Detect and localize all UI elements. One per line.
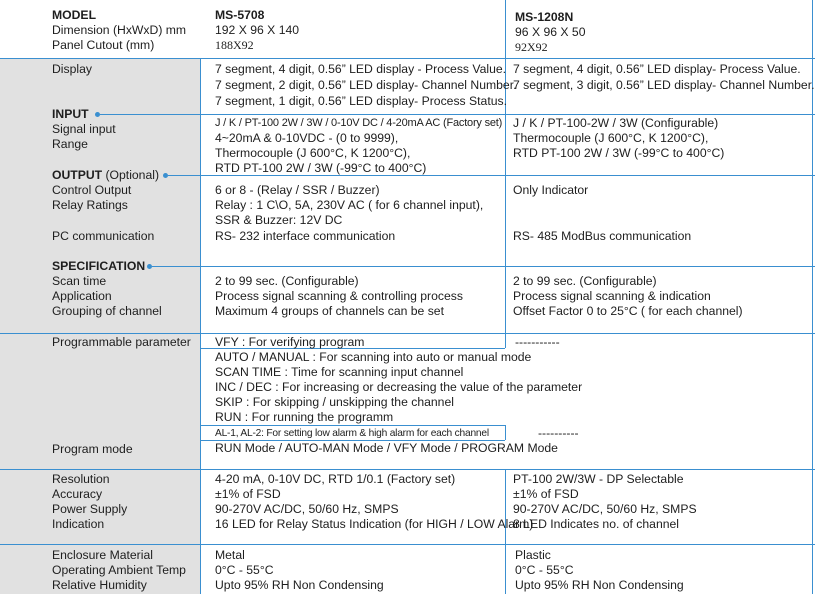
programmable-parameter-label: Programmable parameter <box>52 335 191 349</box>
parameter-item: INC / DEC : For increasing or decreasing the value of the parameter <box>215 380 583 394</box>
ms5708-control-output: 6 or 8 - (Relay / SSR / Buzzer) <box>215 183 380 197</box>
ms1208n-indication: 8 LED Indicates no. of channel <box>513 517 679 531</box>
ms5708-resolution: 4-20 mA, 0-10V DC, RTD 1/0.1 (Factory set) <box>215 472 456 486</box>
panel-cutout-label: Panel Cutout (mm) <box>52 38 155 52</box>
row-divider <box>0 333 815 334</box>
ms5708-accuracy: ±1% of FSD <box>215 487 281 501</box>
accuracy-label: Accuracy <box>52 487 103 501</box>
ms1208n-signal-input: J / K / PT-100-2W / 3W (Configurable) <box>513 116 719 130</box>
column-divider <box>200 58 201 594</box>
display-label: Display <box>52 62 92 76</box>
ms5708-ambient-temp: 0°C - 55°C <box>215 563 274 577</box>
grouping-label: Grouping of channel <box>52 304 162 318</box>
relative-humidity-label: Relative Humidity <box>52 578 147 592</box>
ms1208n-power-supply: 90-270V AC/DC, 50/60 Hz, SMPS <box>513 502 697 516</box>
row-divider <box>152 266 815 267</box>
ms1208n-enclosure: Plastic <box>515 548 551 562</box>
ms5708-scan-time: 2 to 99 sec. (Configurable) <box>215 274 359 288</box>
pc-communication-label: PC communication <box>52 229 155 243</box>
ms1208n-resolution: PT-100 2W/3W - DP Selectable <box>513 472 684 486</box>
connector-dot <box>147 264 152 269</box>
resolution-label: Resolution <box>52 472 110 486</box>
ms5708-range: 4~20mA & 0-10VDC - (0 to 9999), <box>215 131 399 145</box>
row-divider <box>0 58 815 59</box>
ms5708-panel-cutout: 188X92 <box>215 38 254 52</box>
ms5708-display-line: 7 segment, 1 digit, 0.56” LED display- Process Status. <box>215 94 507 108</box>
ms1208n-dimension: 96 X 96 X 50 <box>515 25 586 39</box>
model-label: MODEL <box>52 8 97 22</box>
ms1208n-vfy-dash: ----------- <box>515 335 560 349</box>
ms5708-pc-communication: RS- 232 interface communication <box>215 229 396 243</box>
dimension-label: Dimension (HxWxD) mm <box>52 23 187 37</box>
signal-input-label: Signal input <box>52 122 116 136</box>
parameter-item: AUTO / MANUAL : For scanning into auto or manual mode <box>215 350 532 364</box>
ms1208n-panel-cutout: 92X92 <box>515 40 548 54</box>
ms5708-signal-input: J / K / PT-100 2W / 3W / 0-10V DC / 4-20mA AC (Factory set) <box>215 117 503 129</box>
input-heading: INPUT <box>52 107 89 121</box>
ms1208n-display-line: 7 segment, 3 digit, 0.56” LED display- Channel Number. <box>513 78 815 92</box>
connector-dot <box>95 112 100 117</box>
row-divider <box>0 544 815 545</box>
ms5708-relay-ratings: SSR & Buzzer: 12V DC <box>215 213 343 227</box>
parameter-item: SCAN TIME : Time for scanning input channel <box>215 365 464 379</box>
ambient-temp-label: Operating Ambient Temp <box>52 563 186 577</box>
application-label: Application <box>52 289 112 303</box>
ms5708-power-supply: 90-270V AC/DC, 50/60 Hz, SMPS <box>215 502 399 516</box>
ms5708-grouping: Maximum 4 groups of channels can be set <box>215 304 444 318</box>
relay-ratings-label: Relay Ratings <box>52 198 128 212</box>
program-mode-label: Program mode <box>52 442 133 456</box>
ms1208n-range: Thermocouple (J 600°C, K 1200°C), <box>513 131 709 145</box>
indication-label: Indication <box>52 517 105 531</box>
vfy-parameter: VFY : For verifying program <box>215 335 365 349</box>
ms1208n-offset-factor: Offset Factor 0 to 25°C ( for each channel) <box>513 304 743 318</box>
ms1208n-model: MS-1208N <box>515 10 574 24</box>
connector-dot <box>163 173 168 178</box>
row-divider <box>100 114 815 115</box>
ms1208n-application: Process signal scanning & indication <box>513 289 711 303</box>
output-heading <box>52 168 159 183</box>
ms5708-range: RTD PT-100 2W / 3W (-99°C to 400°C) <box>215 161 427 175</box>
alarm-parameter: AL-1, AL-2: For setting low alarm & high alarm for each channel <box>215 428 489 439</box>
ms5708-humidity: Upto 95% RH Non Condensing <box>215 578 384 592</box>
ms5708-display-line: 7 segment, 2 digit, 0.56” LED display- Channel Number. <box>215 78 517 92</box>
ms5708-application: Process signal scanning & controlling process <box>215 289 463 303</box>
ms1208n-alarm-dash: ---------- <box>538 426 579 440</box>
ms1208n-ambient-temp: 0°C - 55°C <box>515 563 574 577</box>
ms5708-relay-ratings: Relay : 1 C\O, 5A, 230V AC ( for 6 channel input), <box>215 198 484 212</box>
ms1208n-control-output: Only Indicator <box>513 183 589 197</box>
output-heading-text: OUTPUT <box>52 168 103 182</box>
column-divider <box>505 425 506 440</box>
ms1208n-range: RTD PT-100 2W / 3W (-99°C to 400°C) <box>513 146 725 160</box>
ms5708-indication: 16 LED for Relay Status Indication (for HIGH / LOW Alarm) <box>215 517 534 531</box>
ms5708-display-line: 7 segment, 4 digit, 0.56” LED display - Process Value. <box>215 62 507 76</box>
column-divider <box>505 0 506 348</box>
ms1208n-pc-communication: RS- 485 ModBus communication <box>513 229 692 243</box>
parameter-item: RUN : For running the programm <box>215 410 394 424</box>
parameter-item: SKIP : For skipping / unskipping the channel <box>215 395 454 409</box>
power-supply-label: Power Supply <box>52 502 128 516</box>
scan-time-label: Scan time <box>52 274 107 288</box>
specification-heading: SPECIFICATION <box>52 259 146 273</box>
ms1208n-accuracy: ±1% of FSD <box>513 487 579 501</box>
range-label: Range <box>52 137 88 151</box>
enclosure-material-label: Enclosure Material <box>52 548 153 562</box>
ms5708-model: MS-5708 <box>215 8 265 22</box>
ms1208n-humidity: Upto 95% RH Non Condensing <box>515 578 684 592</box>
row-divider <box>0 469 815 470</box>
ms5708-enclosure: Metal <box>215 548 245 562</box>
ms1208n-scan-time: 2 to 99 sec. (Configurable) <box>513 274 657 288</box>
ms5708-dimension: 192 X 96 X 140 <box>215 23 300 37</box>
program-mode-value: RUN Mode / AUTO-MAN Mode / VFY Mode / PROGRAM Mode <box>215 441 558 455</box>
output-heading-suffix: (Optional) <box>102 168 160 182</box>
ms1208n-display-line: 7 segment, 4 digit, 0.56” LED display- Process Value. <box>513 62 801 76</box>
ms5708-range: Thermocouple (J 600°C, K 1200°C), <box>215 146 411 160</box>
control-output-label: Control Output <box>52 183 132 197</box>
